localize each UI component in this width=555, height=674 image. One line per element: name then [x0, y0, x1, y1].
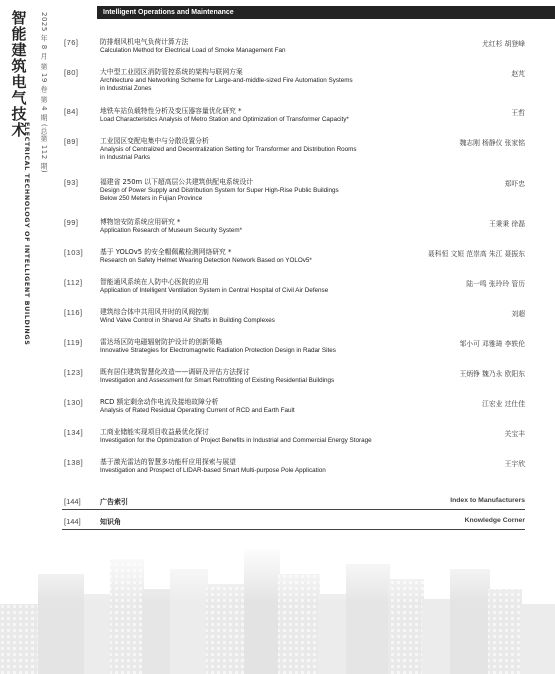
journal-name-char: 技 [11, 105, 27, 123]
title-en: Investigation for the Optimization of Project Benefits in Industrial and Commercial Energy Storage [100, 437, 372, 444]
title-en: Below 250 Meters in Fujian Province [100, 195, 203, 203]
title-cn: 智能通风系统在人防中心医院的应用 [100, 278, 209, 286]
page-number: [89] [64, 137, 79, 146]
journal-name-char: 能 [11, 25, 27, 43]
journal-name-char: 建 [11, 41, 27, 59]
page-number: [138] [64, 458, 84, 467]
title-en: Load Characteristics Analysis of Metro Station and Optimization of Transformer Capacity* [100, 116, 349, 123]
authors: 聂科恒 文姮 范崇高 朱江 聂振东 [427, 250, 525, 258]
authors: 邹小可 邓雅琦 李轶伦 [459, 340, 525, 348]
title-cn: 工商业储能实现项目收益最优化探讨 [100, 428, 209, 436]
title-en: in Industrial Parks [100, 154, 151, 162]
title-cn: 建筑综合体中共用风井时的风阀控制 [100, 308, 209, 316]
index-label-cn: 知识角 [100, 518, 121, 526]
title-en: Wind Valve Control in Shared Air Shafts in Building Complexes [100, 317, 275, 324]
page-number: [84] [64, 107, 79, 116]
authors: 王秉秉 徐磊 [488, 220, 525, 228]
section-header: Intelligent Operations and Maintenance [97, 6, 555, 19]
index-row-knowledge-corner[interactable] [62, 515, 525, 530]
title-cn: 基于激光雷达的智慧多功能杆应用探索与展望 [100, 458, 236, 466]
page-number: [134] [64, 428, 84, 437]
title-cn: 基于 YOLOv5 的安全帽佩戴检测网络研究 * [100, 248, 232, 256]
journal-name-char: 气 [11, 89, 27, 107]
title-en: Analysis of Centralized and Decentralization Setting for Transformer and Distribution Rooms [100, 146, 357, 153]
title-cn: RCD 额定剩余动作电流及接地故障分析 [100, 398, 219, 406]
page-number: [144] [64, 517, 81, 526]
page-number: [112] [64, 278, 83, 287]
index-label-cn: 广告索引 [100, 498, 128, 506]
index-row-manufacturers[interactable] [62, 495, 525, 510]
page-number: [80] [64, 68, 79, 77]
journal-name-char: 术 [11, 121, 27, 139]
title-cn: 既有居住建筑智慧化改造——调研及评估方法探讨 [100, 368, 250, 376]
authors: 王炳铮 魏乃永 欧阳东 [459, 370, 525, 378]
authors: 江宏业 过仕佳 [482, 400, 525, 408]
title-en: Analysis of Rated Residual Operating Current of RCD and Earth Fault [100, 407, 295, 414]
title-cn: 福建省 250m 以下超高层公共建筑供配电系统设计 [100, 178, 254, 186]
title-cn: 地铁车站负载特性分析及变压器容量优化研究 * [100, 107, 242, 115]
authors: 赵芃 [511, 70, 525, 78]
title-en: Application Research of Museum Security System* [100, 227, 243, 234]
title-en: Calculation Method for Electrical Load of Smoke Management Fan [100, 47, 286, 54]
title-cn: 雷达场区防电磁辐射防护设计的创新策略 [100, 338, 223, 346]
journal-name-char: 智 [11, 9, 27, 27]
authors: 关宝丰 [504, 430, 525, 438]
index-label-en: Knowledge Corner [464, 517, 525, 524]
title-cn: 防排烟风机电气负荷计算方法 [100, 38, 189, 46]
authors: 王哲 [511, 109, 525, 117]
page-number: [123] [64, 368, 84, 377]
page-number: [76] [64, 38, 79, 47]
issue-info: 2025 年 8 月 第 19 卷 第 4 期 (总第 112 期) [40, 12, 48, 174]
authors: 刘超 [511, 310, 525, 318]
authors: 魏志刚 杨静仪 张家铭 [459, 139, 525, 147]
title-en: Architecture and Networking Scheme for Large-and-middle-sized Fire Automation Systems [100, 77, 353, 84]
page-number: [144] [64, 497, 81, 506]
journal-name-cn [8, 10, 30, 138]
page-number: [130] [64, 398, 84, 407]
page-number: [119] [64, 338, 83, 347]
authors: 陆一鸣 张玲玲 管历 [466, 280, 525, 288]
journal-name-char: 电 [11, 73, 27, 91]
page-number: [93] [64, 178, 79, 187]
journal-name-en: ELECTRICAL TECHNOLOGY OF INTELLIGENT BUILDINGS [23, 122, 31, 346]
title-cn: 工业园区变配电集中与分散设置分析 [100, 137, 209, 145]
cityscape-illustration [0, 544, 555, 674]
title-en: Research on Safety Helmet Wearing Detection Network Based on YOLOv5* [100, 257, 312, 264]
title-cn: 博物馆安防系统应用研究 * [100, 218, 181, 226]
index-label-en: Index to Manufacturers [450, 497, 525, 504]
title-en: Design of Power Supply and Distribution System for Super High-Rise Public Buildings [100, 187, 339, 194]
page-number: [103] [64, 248, 84, 257]
title-en: Investigation and Assessment for Smart Retrofitting of Existing Residential Buildings [100, 377, 335, 384]
journal-name-char: 筑 [11, 57, 27, 75]
title-en: Investigation and Prospect of LIDAR-based Smart Multi-purpose Pole Application [100, 467, 326, 474]
title-en: in Industrial Zones [100, 85, 152, 93]
page-number: [99] [64, 218, 79, 227]
authors: 郑吓忠 [504, 180, 525, 188]
page-number: [116] [64, 308, 83, 317]
title-cn: 大中型工业园区消防管控系统的架构与联网方案 [100, 68, 243, 76]
title-en: Application of Intelligent Ventilation System in Central Hospital of Civil Air Defense [100, 287, 329, 294]
title-en: Innovative Strategies for Electromagnetic Radiation Protection Design in Radar Sites [100, 347, 336, 354]
authors: 尤红杉 胡登峰 [482, 40, 525, 48]
authors: 王宇欣 [504, 460, 525, 468]
